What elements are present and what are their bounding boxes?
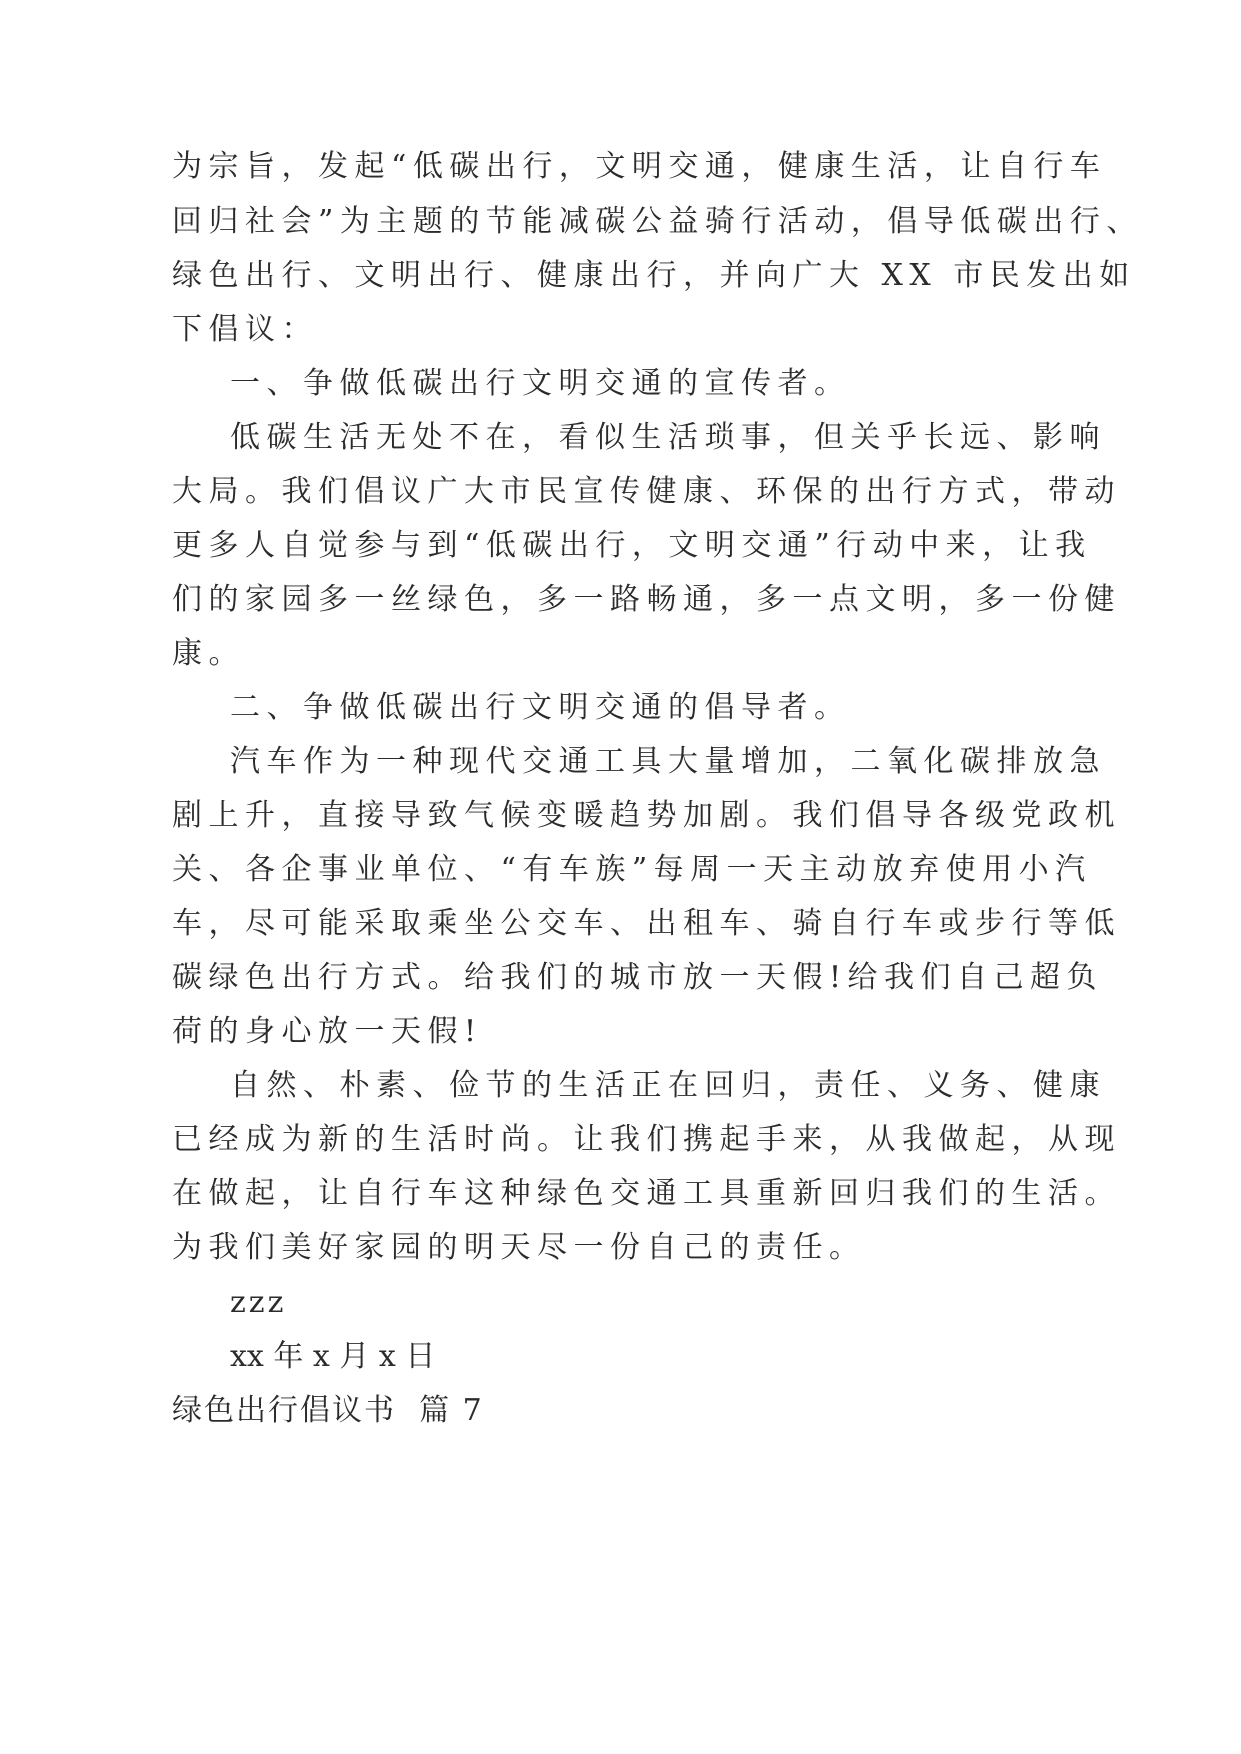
text-line: 绿色出行、文明出行、健康出行，并向广大 XX 市民发出如 (172, 258, 1136, 293)
text-line: 剧上升，直接导致气候变暖趋势加剧。我们倡导各级党政机 (172, 798, 1121, 833)
text-line: 已经成为新的生活时尚。让我们携起手来，从我做起，从现 (172, 1122, 1121, 1157)
text-line: 们的家园多一丝绿色，多一路畅通，多一点文明，多一份健 (172, 582, 1121, 617)
text-line: 更多人自觉参与到“低碳出行，文明交通”行动中来，让我 (172, 528, 1092, 563)
section-heading: 二、争做低碳出行文明交通的倡导者。 (230, 690, 851, 725)
next-section-title: 绿色出行倡议书 篇 7 (172, 1393, 484, 1428)
text-line: 为宗旨，发起“低碳出行，文明交通，健康生活，让自行车 (172, 149, 1107, 184)
text-line: 车，尽可能采取乘坐公交车、出租车、骑自行车或步行等低 (172, 906, 1121, 941)
section-heading: 一、争做低碳出行文明交通的宣传者。 (230, 366, 851, 401)
text-line: 荷的身心放一天假! (172, 1014, 483, 1049)
text-line: 下倡议： (172, 312, 318, 347)
text-line: 在做起，让自行车这种绿色交通工具重新回归我们的生活。 (172, 1176, 1121, 1211)
text-line: 关、各企事业单位、“有车族”每周一天主动放弃使用小汽 (172, 852, 1092, 887)
text-line: 低碳生活无处不在，看似生活琐事，但关乎长远、影响 (230, 420, 1106, 455)
date-line: xx 年 x 月 x 日 (230, 1339, 436, 1374)
text-line: 大局。我们倡议广大市民宣传健康、环保的出行方式，带动 (172, 474, 1121, 509)
text-line: 自然、朴素、俭节的生活正在回归，责任、义务、健康 (230, 1068, 1106, 1103)
text-line: 汽车作为一种现代交通工具大量增加，二氧化碳排放急 (230, 744, 1106, 779)
text-line: 碳绿色出行方式。给我们的城市放一天假!给我们自己超负 (172, 960, 1104, 995)
text-line: 回归社会”为主题的节能减碳公益骑行活动，倡导低碳出行、 (172, 204, 1143, 239)
text-line: 康。 (172, 636, 245, 671)
text-line: 为我们美好家园的明天尽一份自己的责任。 (172, 1230, 866, 1265)
signature: zzz (230, 1285, 287, 1320)
